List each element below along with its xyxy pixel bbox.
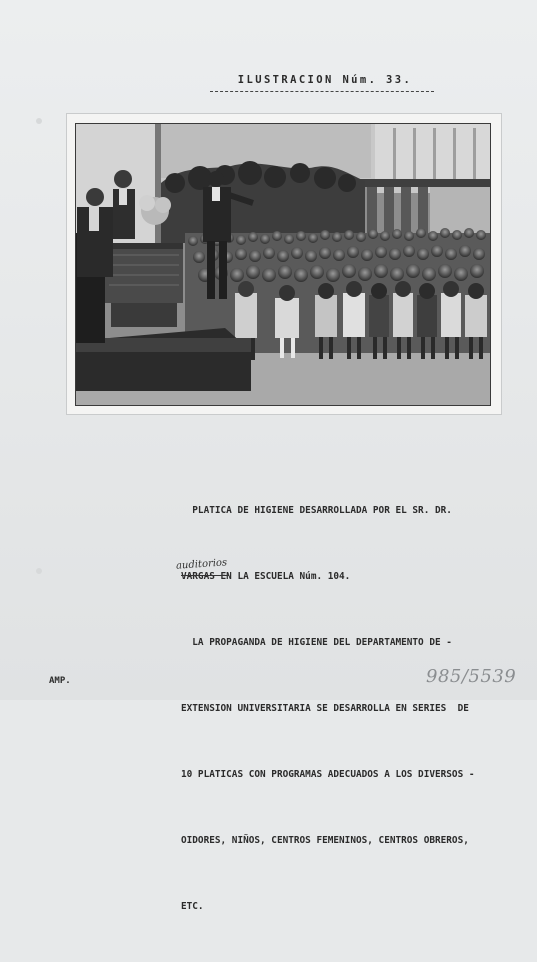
heading-dashed-underline xyxy=(210,91,434,92)
handwritten-correction: auditorios xyxy=(175,557,228,572)
footer-initials: AMP. xyxy=(49,676,71,686)
caption-line: EXTENSION UNIVERSITARIA SE DESARROLLA EN SERIES DE xyxy=(181,703,469,714)
strikethrough-line xyxy=(181,575,229,576)
pin-mark xyxy=(36,568,42,574)
caption-line: ETC. xyxy=(181,901,204,912)
caption-line: VARGAS EN LA ESCUELA Núm. 104. xyxy=(181,571,351,582)
caption-line: OIDORES, NIÑOS, CENTROS FEMENINOS, CENTROS OBREROS, xyxy=(181,835,469,846)
page-heading: ILUSTRACION Núm. 33. xyxy=(237,74,413,86)
historical-photograph xyxy=(75,123,491,406)
pin-mark xyxy=(36,118,42,124)
caption-line: LA PROPAGANDA DE HIGIENE DEL DEPARTAMENTO DE - xyxy=(181,637,452,648)
caption-line: 10 PLATICAS CON PROGRAMAS ADECUADOS A LOS DIVERSOS - xyxy=(181,769,475,780)
caption-text xyxy=(181,456,521,962)
handwritten-reference-number: 985/5539 xyxy=(426,666,517,687)
photograph-illustration xyxy=(75,123,491,406)
caption-line: PLATICA DE HIGIENE DESARROLLADA POR EL SR. DR. xyxy=(181,505,452,516)
